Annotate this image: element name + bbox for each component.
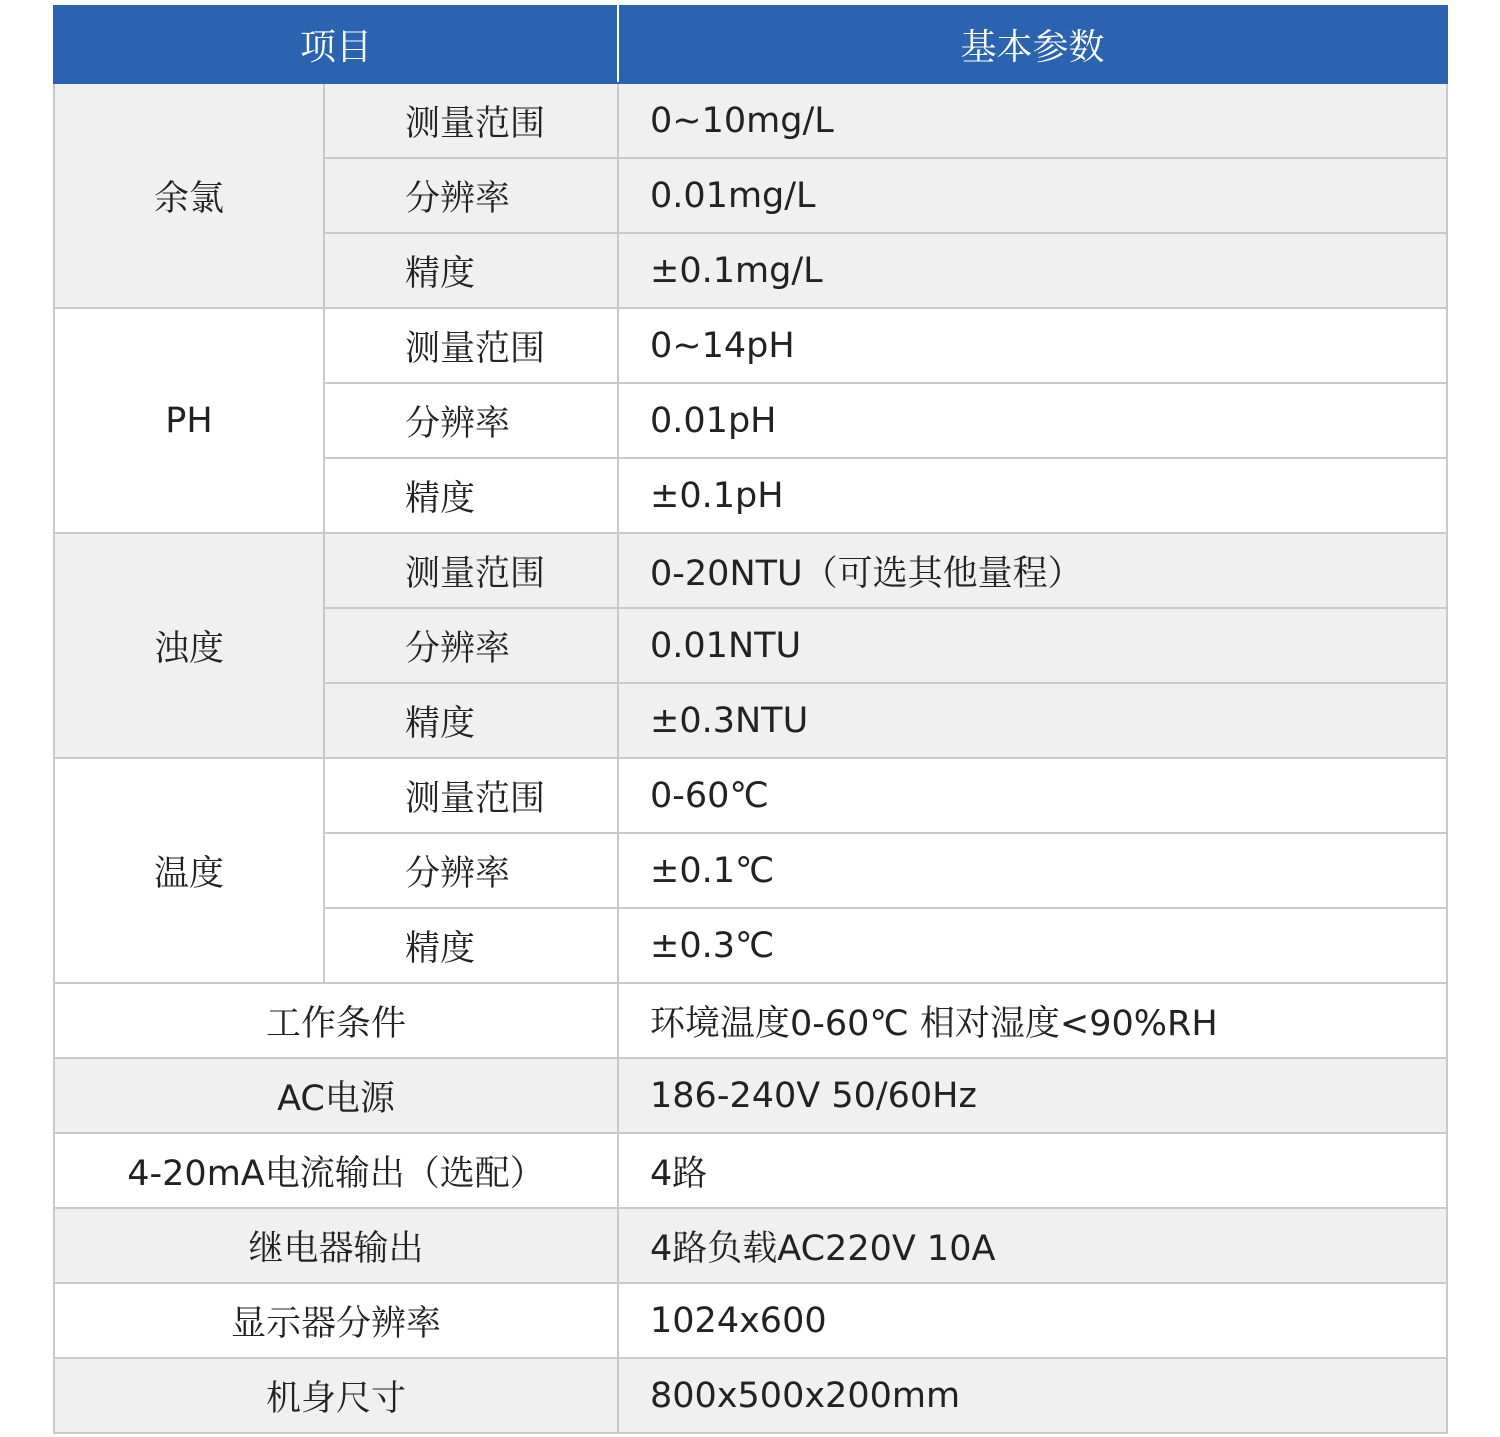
sub-label: 分辨率 [324, 833, 618, 908]
value-cell: 186-240V 50/60Hz [618, 1058, 1447, 1133]
value-cell: 4路负载AC220V 10A [618, 1208, 1447, 1283]
value-cell: 0.01NTU [618, 608, 1447, 683]
value-cell: ±0.1℃ [618, 833, 1447, 908]
group-label-temperature: 温度 [54, 758, 324, 983]
item-label-relay-output: 继电器输出 [54, 1208, 618, 1283]
sub-label: 测量范围 [324, 533, 618, 608]
group-label-turbidity: 浊度 [54, 533, 324, 758]
value-cell: 0.01pH [618, 383, 1447, 458]
sub-label: 分辨率 [324, 383, 618, 458]
table-row [54, 308, 1447, 383]
item-label-current-output: 4-20mA电流输出（选配） [54, 1133, 618, 1208]
table-row [54, 758, 1447, 833]
value-cell: 800x500x200mm [618, 1358, 1447, 1433]
sub-label: 测量范围 [324, 308, 618, 383]
value-cell: 4路 [618, 1133, 1447, 1208]
sub-label: 分辨率 [324, 158, 618, 233]
sub-label: 精度 [324, 908, 618, 983]
value-cell: ±0.3NTU [618, 683, 1447, 758]
sub-label: 测量范围 [324, 83, 618, 158]
value-cell: ±0.3℃ [618, 908, 1447, 983]
table-row [54, 983, 1447, 1058]
sub-label: 精度 [324, 458, 618, 533]
value-cell: 环境温度0-60℃ 相对湿度<90%RH [618, 983, 1447, 1058]
value-cell: 0~14pH [618, 308, 1447, 383]
table-row [54, 1358, 1447, 1433]
sub-label: 分辨率 [324, 608, 618, 683]
item-label-ac-power: AC电源 [54, 1058, 618, 1133]
table-row [54, 1058, 1447, 1133]
item-label-display-resolution: 显示器分辨率 [54, 1283, 618, 1358]
group-label-ph: PH [54, 308, 324, 533]
table-row [54, 1283, 1447, 1358]
header-item: 项目 [54, 6, 618, 83]
group-label-residual-chlorine: 余氯 [54, 83, 324, 308]
item-label-body-size: 机身尺寸 [54, 1358, 618, 1433]
spec-table [53, 5, 1448, 1434]
value-cell: 1024x600 [618, 1283, 1447, 1358]
header-row [54, 6, 1447, 83]
item-label-working-conditions: 工作条件 [54, 983, 618, 1058]
table-row [54, 1208, 1447, 1283]
sub-label: 精度 [324, 683, 618, 758]
value-cell: 0.01mg/L [618, 158, 1447, 233]
value-cell: ±0.1pH [618, 458, 1447, 533]
value-cell: ±0.1mg/L [618, 233, 1447, 308]
sub-label: 精度 [324, 233, 618, 308]
sub-label: 测量范围 [324, 758, 618, 833]
header-params: 基本参数 [618, 6, 1447, 83]
table-row [54, 533, 1447, 608]
value-cell: 0-60℃ [618, 758, 1447, 833]
table-row [54, 83, 1447, 158]
table-row [54, 1133, 1447, 1208]
value-cell: 0~10mg/L [618, 83, 1447, 158]
value-cell: 0-20NTU（可选其他量程） [618, 533, 1447, 608]
